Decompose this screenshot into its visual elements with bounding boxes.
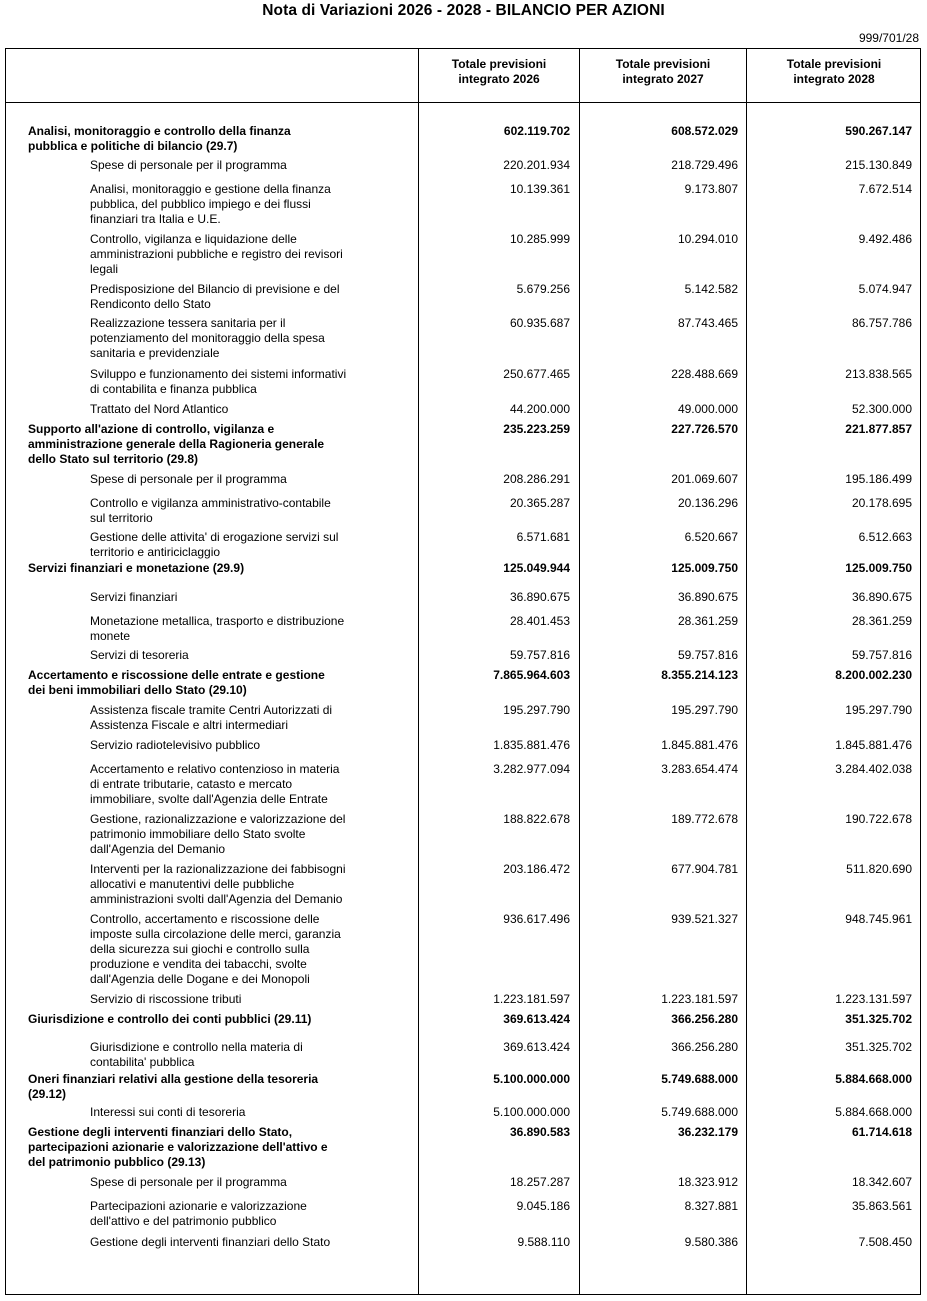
value-2026: 602.119.702 [503,124,570,138]
value-2028: 7.508.450 [858,1235,912,1249]
value-2027: 5.142.582 [684,282,738,296]
value-2027: 201.069.607 [671,472,738,486]
value-2026: 220.201.934 [503,158,570,172]
value-2028: 61.714.618 [851,1125,912,1139]
value-2028: 35.863.561 [851,1199,912,1213]
value-2028: 86.757.786 [851,316,912,330]
action-label: Controllo, vigilanza e liquidazione delle amministrazioni pubbliche e registro dei revisori legali [90,232,343,276]
action-label: Predisposizione del Bilancio di previsione e del Rendiconto dello Stato [90,282,340,311]
value-2027: 6.520.667 [684,530,738,544]
value-2027: 9.173.807 [684,182,738,196]
value-2027: 20.136.296 [677,496,738,510]
value-2027: 366.256.280 [671,1040,738,1054]
value-2028: 221.877.857 [845,422,912,436]
value-2028: 215.130.849 [845,158,912,172]
value-2027: 5.749.688.000 [661,1072,738,1086]
action-label: Servizio radiotelevisivo pubblico [90,738,261,752]
value-2026: 195.297.790 [503,703,570,717]
value-2026: 5.679.256 [516,282,570,296]
document-code: 999/701/28 [858,31,919,45]
value-2026: 36.890.583 [509,1125,570,1139]
action-label: Controllo, accertamento e riscossione delle imposte sulla circolazione delle merci, garanzia della sicurezza sui giochi e controllo sulla produzione e vendita dei tabacchi, svolte dall'Agenzia delle Dogane e dei Monopoli [90,912,341,986]
value-2027: 87.743.465 [677,316,738,330]
value-2026: 125.049.944 [503,561,570,575]
program-label: Supporto all'azione di controllo, vigilanza e amministrazione generale della Ragioneria generale dello Stato sul territorio (29.8) [28,422,325,466]
value-2028: 125.009.750 [845,561,912,575]
value-2028: 18.342.607 [851,1175,912,1189]
value-2026: 208.286.291 [503,472,570,486]
action-label: Controllo e vigilanza amministrativo-contabile sul territorio [90,496,331,525]
value-2027: 18.323.912 [677,1175,738,1189]
value-2027: 5.749.688.000 [661,1105,738,1119]
value-2026: 250.677.465 [503,367,570,381]
value-2028: 5.884.668.000 [835,1072,912,1086]
value-2026: 59.757.816 [509,648,570,662]
value-2027: 59.757.816 [677,648,738,662]
value-2028: 1.845.881.476 [835,738,912,752]
value-2026: 20.365.287 [509,496,570,510]
action-label: Spese di personale per il programma [90,472,287,486]
value-2028: 8.200.002.230 [835,668,912,682]
value-2028: 195.297.790 [845,703,912,717]
action-label: Interventi per la razionalizzazione dei fabbisogni allocativi e manutentivi delle pubbliche amministrazioni svolti dall'Agenzia del Demanio [90,862,346,906]
value-2027: 227.726.570 [671,422,738,436]
value-2026: 44.200.000 [509,402,570,416]
value-2028: 6.512.663 [858,530,912,544]
value-2026: 7.865.964.603 [493,668,570,682]
value-2028: 5.074.947 [858,282,912,296]
value-2026: 1.223.181.597 [493,992,570,1006]
value-2027: 28.361.259 [677,614,738,628]
value-2028: 3.284.402.038 [835,762,912,776]
value-2027: 366.256.280 [671,1012,738,1026]
value-2028: 195.186.499 [845,472,912,486]
value-2028: 190.722.678 [845,812,912,826]
value-2027: 9.580.386 [684,1235,738,1249]
column-header-2026: Totale previsioni integrato 2026 [451,57,547,86]
value-2027: 218.729.496 [671,158,738,172]
value-2027: 677.904.781 [671,862,738,876]
value-2028: 948.745.961 [845,912,912,926]
action-label: Trattato del Nord Atlantico [90,402,229,416]
action-label: Accertamento e relativo contenzioso in materia di entrate tributarie, catasto e mercato immobiliare, svolte dall'Agenzia delle Entrate [90,762,340,806]
value-2028: 36.890.675 [851,590,912,604]
program-label: Analisi, monitoraggio e controllo della finanza pubblica e politiche di bilancio (29.7) [28,124,291,153]
action-label: Assistenza fiscale tramite Centri Autorizzati di Assistenza Fiscale e altri intermediari [90,703,333,732]
value-2026: 203.186.472 [503,862,570,876]
value-2027: 608.572.029 [671,124,738,138]
action-label: Servizi finanziari [90,590,178,604]
value-2026: 10.139.361 [509,182,570,196]
value-2027: 8.355.214.123 [661,668,738,682]
value-2027: 49.000.000 [677,402,738,416]
value-2028: 59.757.816 [851,648,912,662]
program-label: Accertamento e riscossione delle entrate e gestione dei beni immobiliari dello Stato (29.10) [28,668,325,697]
action-label: Servizi di tesoreria [90,648,189,662]
action-label: Spese di personale per il programma [90,158,287,172]
action-label: Partecipazioni azionarie e valorizzazione dell'attivo e del patrimonio pubblico [90,1199,307,1228]
column-divider [746,48,747,1295]
value-2026: 369.613.424 [503,1040,570,1054]
column-divider [418,48,419,1295]
value-2028: 28.361.259 [851,614,912,628]
action-label: Monetazione metallica, trasporto e distribuzione monete [90,614,345,643]
header-divider [5,102,921,103]
program-label: Giurisdizione e controllo dei conti pubblici (29.11) [28,1012,312,1026]
value-2027: 1.845.881.476 [661,738,738,752]
value-2026: 6.571.681 [516,530,570,544]
value-2026: 5.100.000.000 [493,1072,570,1086]
action-label: Gestione degli interventi finanziari dello Stato [90,1235,331,1249]
value-2027: 36.890.675 [677,590,738,604]
action-label: Sviluppo e funzionamento dei sistemi informativi di contabilita e finanza pubblica [90,367,347,396]
value-2026: 10.285.999 [509,232,570,246]
value-2026: 5.100.000.000 [493,1105,570,1119]
value-2026: 936.617.496 [503,912,570,926]
value-2028: 7.672.514 [858,182,912,196]
value-2027: 1.223.181.597 [661,992,738,1006]
value-2026: 188.822.678 [503,812,570,826]
value-2026: 235.223.259 [503,422,570,436]
value-2026: 60.935.687 [509,316,570,330]
value-2027: 195.297.790 [671,703,738,717]
value-2027: 3.283.654.474 [661,762,738,776]
value-2026: 18.257.287 [509,1175,570,1189]
column-header-2027: Totale previsioni integrato 2027 [615,57,711,86]
value-2026: 9.045.186 [516,1199,570,1213]
value-2026: 1.835.881.476 [493,738,570,752]
column-header-2028: Totale previsioni integrato 2028 [786,57,882,86]
value-2028: 511.820.690 [846,862,912,876]
value-2028: 213.838.565 [845,367,912,381]
value-2028: 52.300.000 [851,402,912,416]
value-2028: 351.325.702 [845,1040,912,1054]
value-2027: 8.327.881 [684,1199,738,1213]
value-2027: 939.521.327 [671,912,738,926]
column-divider [579,48,580,1295]
value-2028: 590.267.147 [845,124,912,138]
value-2028: 9.492.486 [858,232,912,246]
program-label: Gestione degli interventi finanziari dello Stato, partecipazioni azionarie e valorizzazione dell'attivo e del patrimonio pubblico (29.13) [28,1125,328,1169]
value-2026: 9.588.110 [517,1235,570,1249]
action-label: Interessi sui conti di tesoreria [90,1105,246,1119]
value-2028: 1.223.131.597 [835,992,912,1006]
action-label: Analisi, monitoraggio e gestione della finanza pubblica, del pubblico impiego e dei flussi finanziari tra Italia e U.E. [90,182,331,226]
value-2027: 10.294.010 [677,232,738,246]
value-2027: 125.009.750 [671,561,738,575]
action-label: Gestione, razionalizzazione e valorizzazione del patrimonio immobiliare dello Stato svolte dall'Agenzia del Demanio [90,812,346,856]
program-label: Servizi finanziari e monetazione (29.9) [28,561,245,575]
action-label: Gestione delle attivita' di erogazione servizi sul territorio e antiriciclaggio [90,530,339,559]
value-2027: 189.772.678 [671,812,738,826]
value-2027: 36.232.179 [677,1125,738,1139]
page-title: Nota di Variazioni 2026 - 2028 - BILANCIO PER AZIONI [262,2,665,19]
value-2026: 369.613.424 [503,1012,570,1026]
value-2028: 20.178.695 [851,496,912,510]
program-label: Oneri finanziari relativi alla gestione della tesoreria (29.12) [28,1072,319,1101]
action-label: Servizio di riscossione tributi [90,992,242,1006]
value-2028: 5.884.668.000 [835,1105,912,1119]
value-2028: 351.325.702 [845,1012,912,1026]
action-label: Realizzazione tessera sanitaria per il potenziamento del monitoraggio della spesa sanitaria e previdenziale [90,316,325,360]
value-2026: 28.401.453 [509,614,570,628]
value-2026: 36.890.675 [509,590,570,604]
value-2026: 3.282.977.094 [493,762,570,776]
action-label: Spese di personale per il programma [90,1175,287,1189]
action-label: Giurisdizione e controllo nella materia di contabilita' pubblica [90,1040,303,1069]
value-2027: 228.488.669 [671,367,738,381]
